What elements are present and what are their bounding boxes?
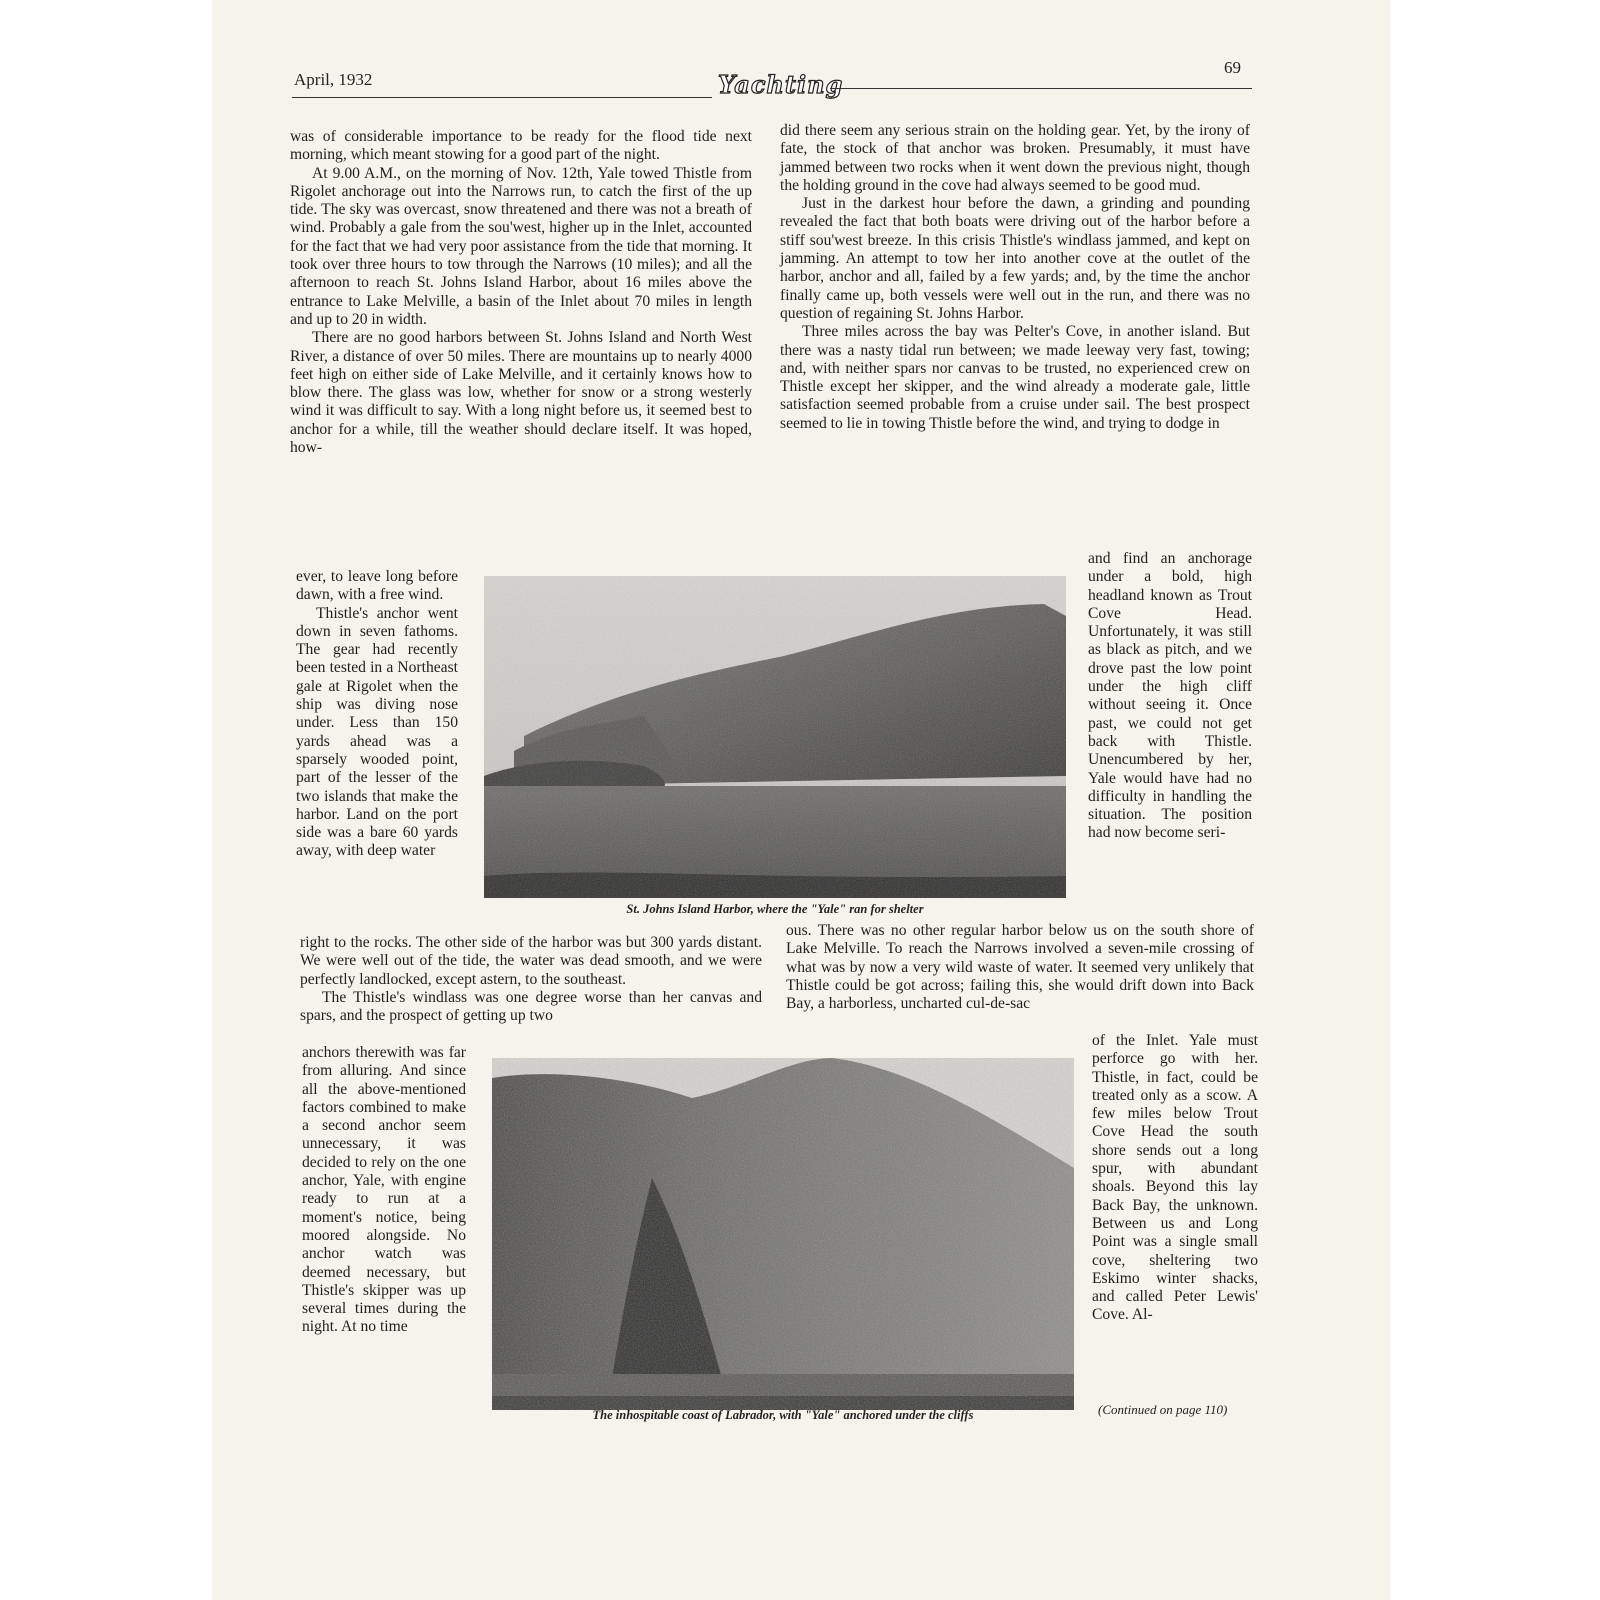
column-1-wrap-2 [302, 1044, 466, 1337]
paragraph: anchors therewith was far from alluring. And since all the above-mentioned factors combined to make a second anchor seem unnecessary, it was decided to rely on the one anchor, Yale, with engine ready to run at a moment's notice, being moored alongside. No anchor watch was deemed necessary, but Thistle's skipper was up several times during the night. At no time [302, 1044, 466, 1336]
photo-labrador-coast [492, 1058, 1074, 1410]
column-2-wrap-1 [1088, 550, 1252, 843]
photo-st-johns-harbor [484, 576, 1066, 898]
photo-caption-2: The inhospitable coast of Labrador, with "Yale" anchored under the cliffs [592, 1408, 974, 1422]
paragraph: ever, to leave long before dawn, with a free wind. [296, 568, 458, 604]
paragraph: Just in the darkest hour before the dawn, a grinding and pounding revealed the fact that both boats were driving out of the harbor before a stiff sou'west breeze. In this crisis Thistle's windlass jammed, and kept on jamming. An attempt to tow her into another cove at the outlet of the harbor, anchor and all, failed by a few yards; and, by the time the anchor finally came up, both vessels were well out in the run, and there was no question of regaining St. Johns Harbor. [780, 195, 1250, 322]
photo-image [484, 576, 1066, 898]
column-2-middle [786, 922, 1254, 1013]
column-1-middle [300, 934, 762, 1025]
paragraph: There are no good harbors between St. Johns Island and North West River, a distance of over 50 miles. There are mountains up to nearly 4000 feet high on either side of Lake Melville, and it certainly knows how to blow there. The glass was low, whether for snow or a strong westerly wind it was difficult to say. With a long night before us, it seemed best to anchor for a while, till the weather should declare itself. It was hoped, how- [290, 329, 752, 457]
paragraph: Three miles across the bay was Pelter's Cove, in another island. But there was a nasty tidal run between; we made leeway very fast, towing; and, with neither spars nor canvas to be trusted, no experienced crew on Thistle except her skipper, and the wind already a moderate gale, little satisfaction seemed probable from a cruise under sail. The best prospect seemed to lie in towing Thistle before the wind, and trying to dodge in [780, 323, 1250, 432]
paragraph: The Thistle's windlass was one degree worse than her canvas and spars, and the prospect of getting up two [300, 988, 762, 1025]
paragraph: was of considerable importance to be ready for the flood tide next morning, which meant stowing for a good part of the night. [290, 128, 752, 164]
masthead-logo: Yachting [718, 70, 844, 99]
column-2-top [780, 122, 1250, 433]
header-rule-right [830, 88, 1252, 89]
column-1-wrap-1 [296, 568, 458, 861]
paragraph: of the Inlet. Yale must perforce go with her. Thistle, in fact, could be treated only as a scow. A few miles below Trout Cove Head the south shore sends out a long spur, with abundant shoals. Beyond this lay Back Bay, the unknown. Between us and Long Point was a single small cove, sheltering two Eskimo winter shacks, and called Peter Lewis' Cove. Al- [1092, 1032, 1258, 1324]
paragraph: did there seem any serious strain on the holding gear. Yet, by the irony of fate, the stock of that anchor was broken. Presumably, it must have jammed between two rocks when it went down the previous night, though the holding ground in the cove had always seemed to be good mud. [780, 122, 1250, 194]
continued-note: (Continued on page 110) [1098, 1402, 1228, 1417]
photo-caption-1: St. Johns Island Harbor, where the "Yale" ran for shelter [626, 902, 924, 916]
photo-image [492, 1058, 1074, 1410]
column-1-top [290, 128, 752, 457]
magazine-page [212, 0, 1390, 1600]
page-number: 69 [1224, 58, 1241, 77]
column-2-wrap-2 [1092, 1032, 1258, 1325]
paragraph: right to the rocks. The other side of the harbor was but 300 yards distant. We were well out of the tide, the water was dead smooth, and we were perfectly landlocked, except astern, to the southeast. [300, 934, 762, 988]
issue-date: April, 1932 [294, 70, 373, 89]
paragraph: Thistle's anchor went down in seven fathoms. The gear had recently been tested in a Northeast gale at Rigolet when the ship was diving nose under. Less than 150 yards ahead was a sparsely wooded point, part of the lesser of the two islands that make the harbor. Land on the port side was a bare 60 yards away, with deep water [296, 604, 458, 860]
paragraph: ous. There was no other regular harbor below us on the south shore of Lake Melville. To reach the Narrows involved a seven-mile crossing of what was by now a very wild waste of water. It seemed very unlikely that Thistle could be got across; failing this, she would drift down into Back Bay, a harborless, uncharted cul-de-sac [786, 922, 1254, 1013]
paragraph: At 9.00 A.M., on the morning of Nov. 12th, Yale towed Thistle from Rigolet anchorage out into the Narrows run, to catch the first of the up tide. The sky was overcast, snow threatened and there was not a breath of wind. Probably a gale from the sou'west, higher up in the Inlet, accounted for the fact that we had very poor assistance from the tide that morning. It took over three hours to tow through the Narrows (10 miles); and all the afternoon to reach St. Johns Island Harbor, about 16 miles above the entrance to Lake Melville, a basin of the Inlet about 70 miles in length and up to 20 in width. [290, 164, 752, 328]
header-rule-left [292, 97, 712, 98]
paragraph: and find an anchorage under a bold, high headland known as Trout Cove Head. Unfortunately, it was still as black as pitch, and we drove past the low point under the high cliff without seeing it. Once past, we could not get back with Thistle. Unencumbered by her, Yale would have had no difficulty in handling the situation. The position had now become seri- [1088, 550, 1252, 842]
